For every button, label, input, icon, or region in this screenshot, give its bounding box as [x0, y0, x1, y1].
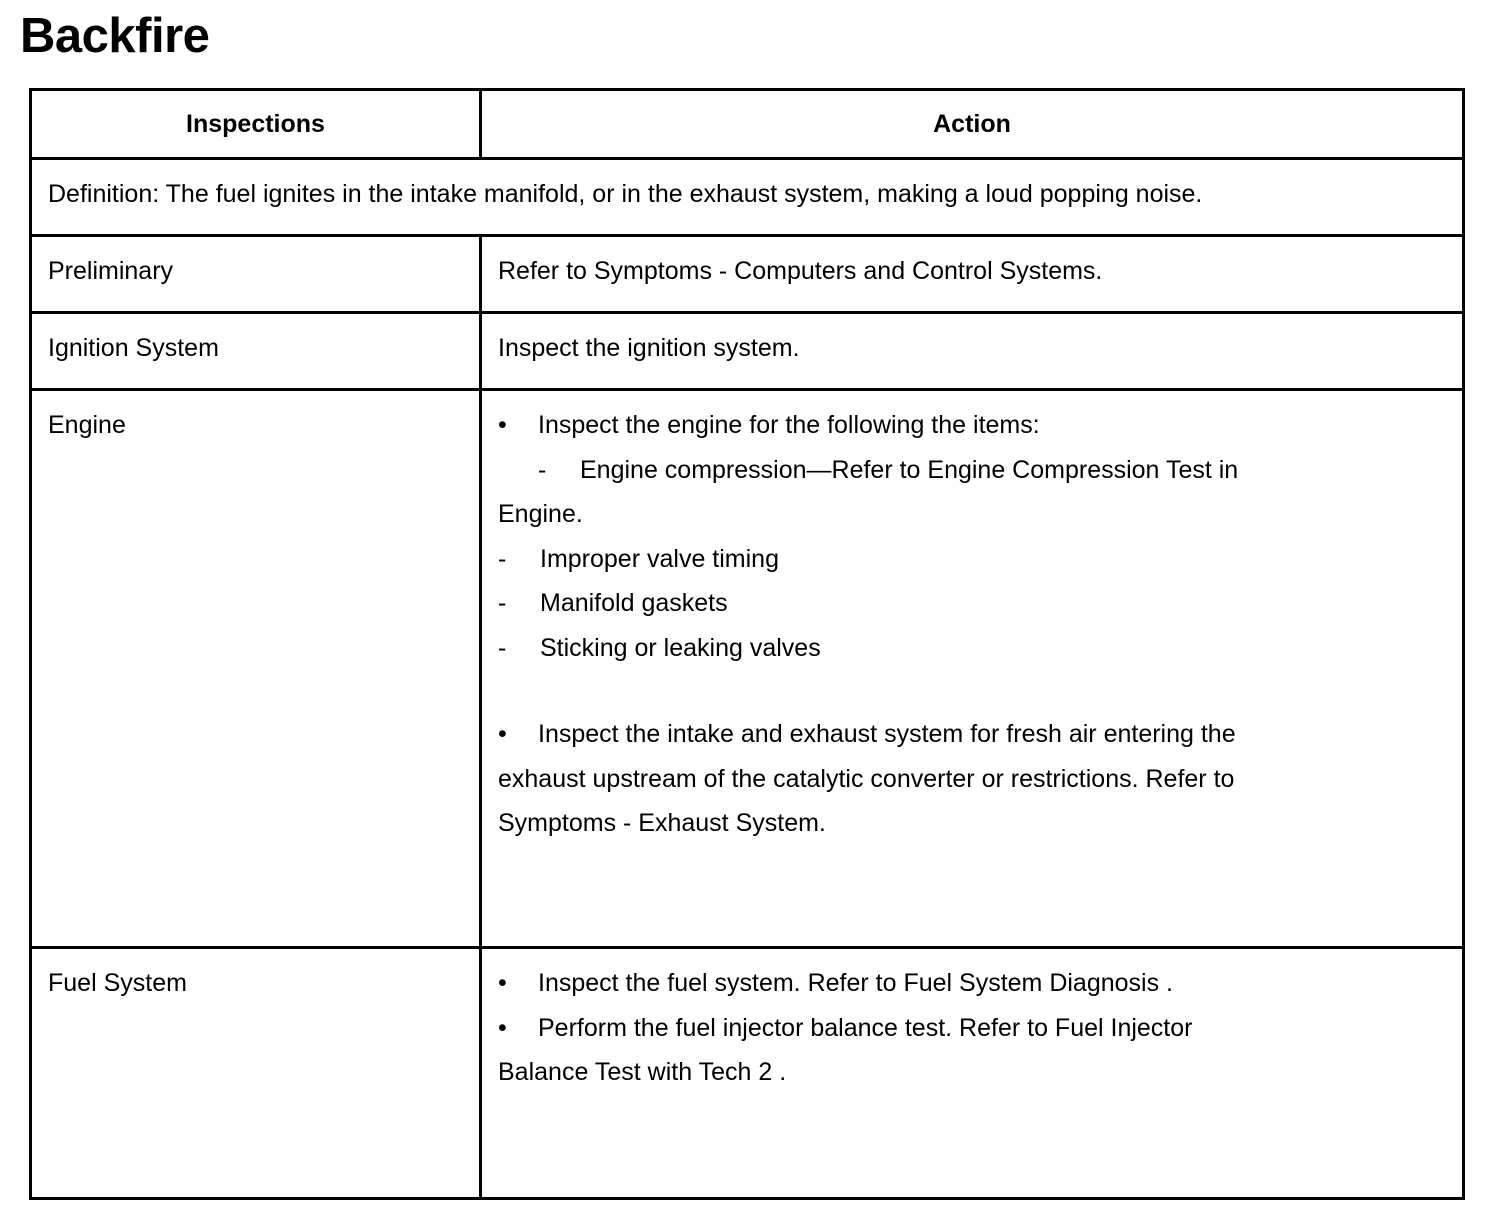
- table-row-preliminary: [31, 236, 1464, 313]
- list-item: • Perform the fuel injector balance test. Refer to Fuel Injector: [498, 1013, 1193, 1042]
- inspection-cell: Engine: [31, 390, 481, 948]
- table-header-row: [31, 90, 1464, 159]
- inspection-cell: Fuel System: [31, 948, 481, 1199]
- list-item-continuation: exhaust upstream of the catalytic converter or restrictions. Refer to: [498, 764, 1235, 793]
- sub-item-text: Engine compression—Refer to Engine Compression Test in: [580, 455, 1239, 484]
- list-item: • Inspect the intake and exhaust system for fresh air entering the: [498, 720, 1236, 748]
- action-cell: [481, 948, 1464, 1199]
- action-cell: Inspect the ignition system.: [481, 313, 1464, 390]
- header-inspections: Inspections: [31, 90, 481, 159]
- inspection-table: [29, 88, 1465, 1200]
- bullet-text: Inspect the fuel system. Refer to Fuel System Diagnosis .: [538, 969, 1173, 997]
- table-row-fuel: [31, 948, 1464, 1199]
- list-item: • Inspect the engine for the following the items:: [498, 411, 1040, 439]
- definition-row: [31, 159, 1464, 236]
- inspection-cell: Ignition System: [31, 313, 481, 390]
- definition-cell: Definition: The fuel ignites in the intake manifold, or in the exhaust system, making a loud popping noise.: [31, 159, 1464, 236]
- list-item: - Engine compression—Refer to Engine Compression Test in: [538, 455, 1239, 484]
- sub-item-text: Manifold gaskets: [540, 589, 728, 617]
- table-row-ignition: [31, 313, 1464, 390]
- list-item: - Manifold gaskets: [498, 589, 728, 617]
- page-title: Backfire: [20, 9, 210, 63]
- list-item: • Inspect the fuel system. Refer to Fuel System Diagnosis .: [498, 969, 1173, 997]
- bullet-text: Perform the fuel injector balance test. Refer to Fuel Injector: [538, 1013, 1193, 1042]
- list-item: - Improper valve timing: [498, 544, 779, 573]
- sub-item-text: Sticking or leaking valves: [540, 633, 821, 662]
- list-item-continuation: Symptoms - Exhaust System.: [498, 809, 826, 837]
- list-item-continuation: Balance Test with Tech 2 .: [498, 1058, 787, 1086]
- action-cell: Refer to Symptoms - Computers and Control Systems.: [481, 236, 1464, 313]
- action-cell: [481, 390, 1464, 948]
- bullet-text: Inspect the intake and exhaust system for fresh air entering the: [538, 720, 1236, 748]
- inspection-cell: Preliminary: [31, 236, 481, 313]
- list-item-continuation: Engine.: [498, 500, 583, 528]
- list-item: - Sticking or leaking valves: [498, 633, 821, 662]
- sub-item-text: Improper valve timing: [540, 544, 779, 573]
- bullet-text: Inspect the engine for the following the items:: [538, 411, 1040, 439]
- header-action: Action: [481, 90, 1464, 159]
- table-row-engine: [31, 390, 1464, 948]
